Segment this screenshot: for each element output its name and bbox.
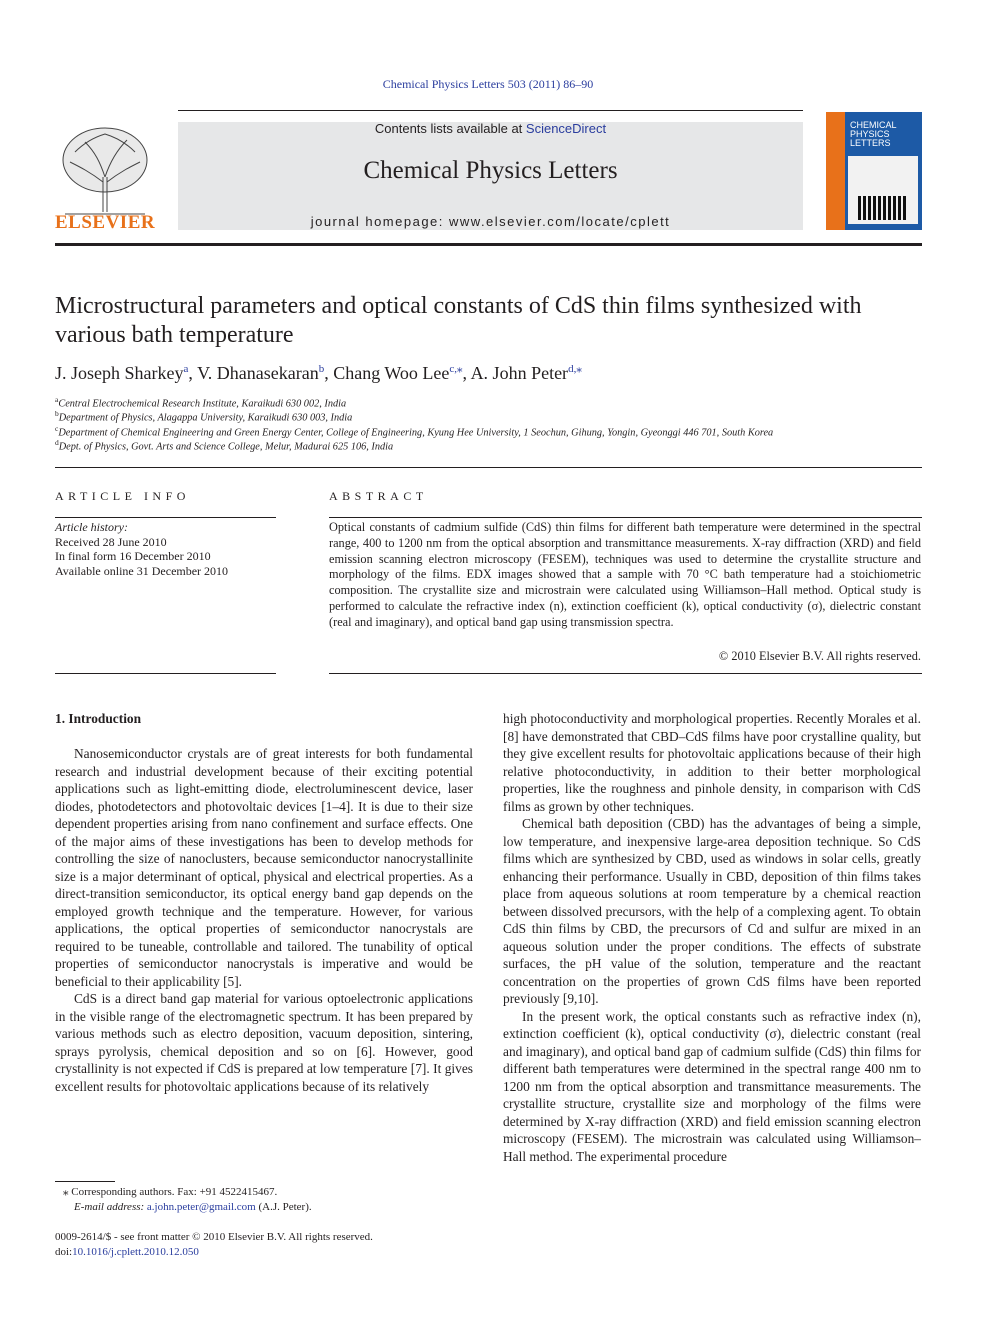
cover-illustration	[848, 156, 918, 224]
abstract-rule	[329, 517, 922, 518]
contents-line	[178, 121, 803, 136]
body-paragraph: Nanosemiconductor crystals are of great interests for both fundamental research and industrial development because of their exciting potential applications such as light-emitting diode, electroluminescent device, laser diodes, photodetectors and photovoltaic devices [1–4]. It is due to their size dependent properties arising from nano confinement and surface effects. One of the major aims of these investigations has been to develop methods for controlling the size of nanoclusters, because semiconductor nanocrystallinite size is a major determinant of optical, physical and electrical properties. As a direct-transition semiconductor, its optical energy band gap depends on the employed growth technique and the temperature. However, for various applications, the optical properties of semiconductor nanocrystals are required to be tuneable, controllable and tailored. The tunability of optical properties of semiconductor nanocrystals is imperative and would be beneficial to their applicability [5].	[55, 746, 473, 989]
affiliation	[55, 395, 935, 409]
email-label: E-mail address:	[74, 1201, 145, 1213]
article-info-heading: ARTICLE INFO	[55, 489, 190, 503]
email-note	[55, 1200, 473, 1215]
journal-title: Chemical Physics Letters	[363, 157, 618, 184]
doi-link[interactable]: 10.1016/j.cplett.2010.12.050	[72, 1245, 199, 1258]
footnote-rule	[55, 1181, 115, 1182]
affiliation	[55, 438, 935, 452]
affiliation-rule	[55, 467, 922, 468]
footnotes	[55, 1185, 473, 1215]
author-affiliation-mark[interactable]: a	[183, 363, 189, 375]
email-suffix: (A.J. Peter).	[255, 1201, 312, 1213]
journal-homepage[interactable]: journal homepage: www.elsevier.com/locate/cplett	[310, 214, 671, 229]
author-name: J. Joseph Sharkey	[55, 363, 184, 383]
author-affiliation-mark[interactable]: c,⁎	[449, 363, 463, 375]
affiliation	[55, 424, 935, 438]
cover-orange-strip	[826, 112, 845, 230]
journal-reference[interactable]: Chemical Physics Letters 503 (2011) 86–90	[382, 77, 594, 91]
doi-line	[55, 1245, 473, 1260]
affiliation-text: Central Electrochemical Research Institute, Karaikudi 630 002, India	[58, 398, 347, 410]
affiliation-mark: d	[55, 438, 59, 447]
affiliation-text: Department of Physics, Alagappa University, Karaikudi 630 003, India	[58, 412, 353, 424]
author-separator: ,	[188, 363, 198, 383]
abstract-copyright: © 2010 Elsevier B.V. All rights reserved.	[718, 649, 921, 663]
affiliation	[55, 409, 935, 423]
abstract-bottom-rule	[329, 673, 922, 674]
cover-title	[850, 121, 897, 148]
header-bottom-rule	[55, 243, 922, 246]
issn-line: 0009-2614/$ - see front matter © 2010 Elsevier B.V. All rights reserved.	[55, 1231, 373, 1243]
elsevier-wordmark: ELSEVIER	[55, 212, 156, 233]
history-received: Received 28 June 2010	[55, 534, 167, 549]
article-title: Microstructural parameters and optical constants of CdS thin films synthesized with various bath temperature	[55, 293, 862, 348]
sciencedirect-link[interactable]: ScienceDirect	[525, 121, 607, 136]
article-info-bottom-rule	[55, 673, 276, 674]
cover-title-line3: LETTERS	[850, 138, 891, 148]
cover-title-line1: CHEMICAL	[850, 120, 897, 130]
article-info-rule	[55, 517, 276, 518]
author-name: V. Dhanasekaran	[197, 363, 319, 383]
cover-title-line2: PHYSICS	[850, 129, 890, 139]
contents-prefix: Contents lists available at	[374, 121, 526, 136]
history-online: Available online 31 December 2010	[55, 563, 229, 578]
body-paragraph: In the present work, the optical constants such as refractive index (n), extinction coefficient (k), optical conductivity (σ), dielectric constant (real and imaginary), and optical band gap of cadmium sulfide (CdS) thin films for different bath temperatures were determined in the spectral range 400 nm to 1200 nm from the optical absorption and transmittance measurements. The crystallite structure, crystallite size and morphology of the films were determined by X-ray diffraction (XRD) and field emission scanning electron microscopy (FESEM). The microstrain was calculated using Williamson–Hall method. The experimental procedure	[503, 1008, 921, 1164]
abstract-heading: ABSTRACT	[329, 489, 428, 503]
affiliation-text: Department of Chemical Engineering and Green Energy Center, College of Engineering, Kyung Hee University, 1 Seochun, Gihung, Yongin, Gyeonggi 446 701, South Korea	[58, 427, 774, 439]
author-name: A. John Peter	[470, 363, 569, 383]
author-separator: ,	[324, 363, 334, 383]
affiliation-text: Dept. of Physics, Govt. Arts and Science College, Melur, Madurai 625 106, India	[58, 441, 394, 453]
author-name: Chang Woo Lee	[333, 363, 450, 383]
page-footer	[55, 1230, 473, 1259]
author-affiliation-mark[interactable]: d,⁎	[568, 363, 582, 375]
email-link[interactable]: a.john.peter@gmail.com	[146, 1201, 256, 1213]
body-column-left	[55, 745, 473, 1095]
doi-prefix: doi:	[55, 1245, 73, 1258]
affiliation-mark: c	[55, 424, 59, 433]
affiliation-mark: a	[55, 395, 59, 404]
history-final-form: In final form 16 December 2010	[55, 549, 211, 563]
history-label: Article history:	[55, 520, 128, 534]
body-paragraph: Chemical bath deposition (CBD) has the advantages of being a simple, low temperature, and inexpensive large-area deposition technique. So CdS films which are synthesized by CBD, used as windows in solar cells, greatly enhancing their performance. Usually in CBD, deposition of thin films takes place from aqueous solutions at room temperature by a chemical reaction between dissolved precursors, with the help of a complexing agent. To obtain CdS thin films by CBD, the precursors of Cd and sulfur are mixed in an aqueous solution under the proper conditions. The effects of substrate surfaces, the pH value of the solution, temperature and the reactant concentration on the properties of grown CdS films have been reported previously [9,10].	[503, 816, 921, 1006]
affiliation-mark: b	[55, 409, 59, 418]
author-separator: ,	[462, 363, 471, 383]
introduction-heading: 1. Introduction	[55, 711, 142, 726]
corresponding-author-note: ⁎ Corresponding authors. Fax: +91 4522415467.	[63, 1186, 278, 1198]
journal-cover	[826, 112, 922, 230]
body-paragraph: high photoconductivity and morphological properties. Recently Morales et al. [8] have demonstrated that CBD–CdS films have poor crystalline quality, but they give excellent results for photovoltaic applications because of their high relative photoconductivity, in addition to their better morphological properties, like the roughness and pinhole density, in comparison with CdS films as grown by other techniques.	[503, 711, 921, 814]
body-column-right	[503, 710, 921, 1165]
body-paragraph: CdS is a direct band gap material for various optoelectronic applications in the visible range of the electromagnetic spectrum. It has been prepared by various methods such as electro deposition, vacuum deposition, sintering, sprays pyrolysis, chemical deposition and so on [6]. However, good crystallinity is not expected if CdS is prepared at low temperature [7]. It gives excellent results for photovoltaic applications because of its relatively	[55, 991, 473, 1094]
header-top-rule	[178, 110, 803, 111]
abstract-text: Optical constants of cadmium sulfide (CdS) thin films for different bath temperature were determined in the spectral range, 400 to 1200 nm from the optical absorption and transmittance measurements. X-ray diffraction (XRD) and field emission scanning electron microscopy (FESEM), techniques was used to determine the crystallite structure and morphology of the films. EDX images showed that a sample with 70 °C bath temperature had a stoichiometric composition. The crystallite size and microstrain were calculated using Williamson–Hall method. Optical study is performed to calculate the refractive index (n), extinction coefficient (k), optical conductivity (σ), dielectric constant (real and imaginary), and optical band gap using transmission spectra.	[329, 520, 921, 629]
author-list	[55, 362, 935, 384]
author-affiliation-mark[interactable]: b	[318, 363, 325, 375]
article-history	[55, 520, 276, 578]
